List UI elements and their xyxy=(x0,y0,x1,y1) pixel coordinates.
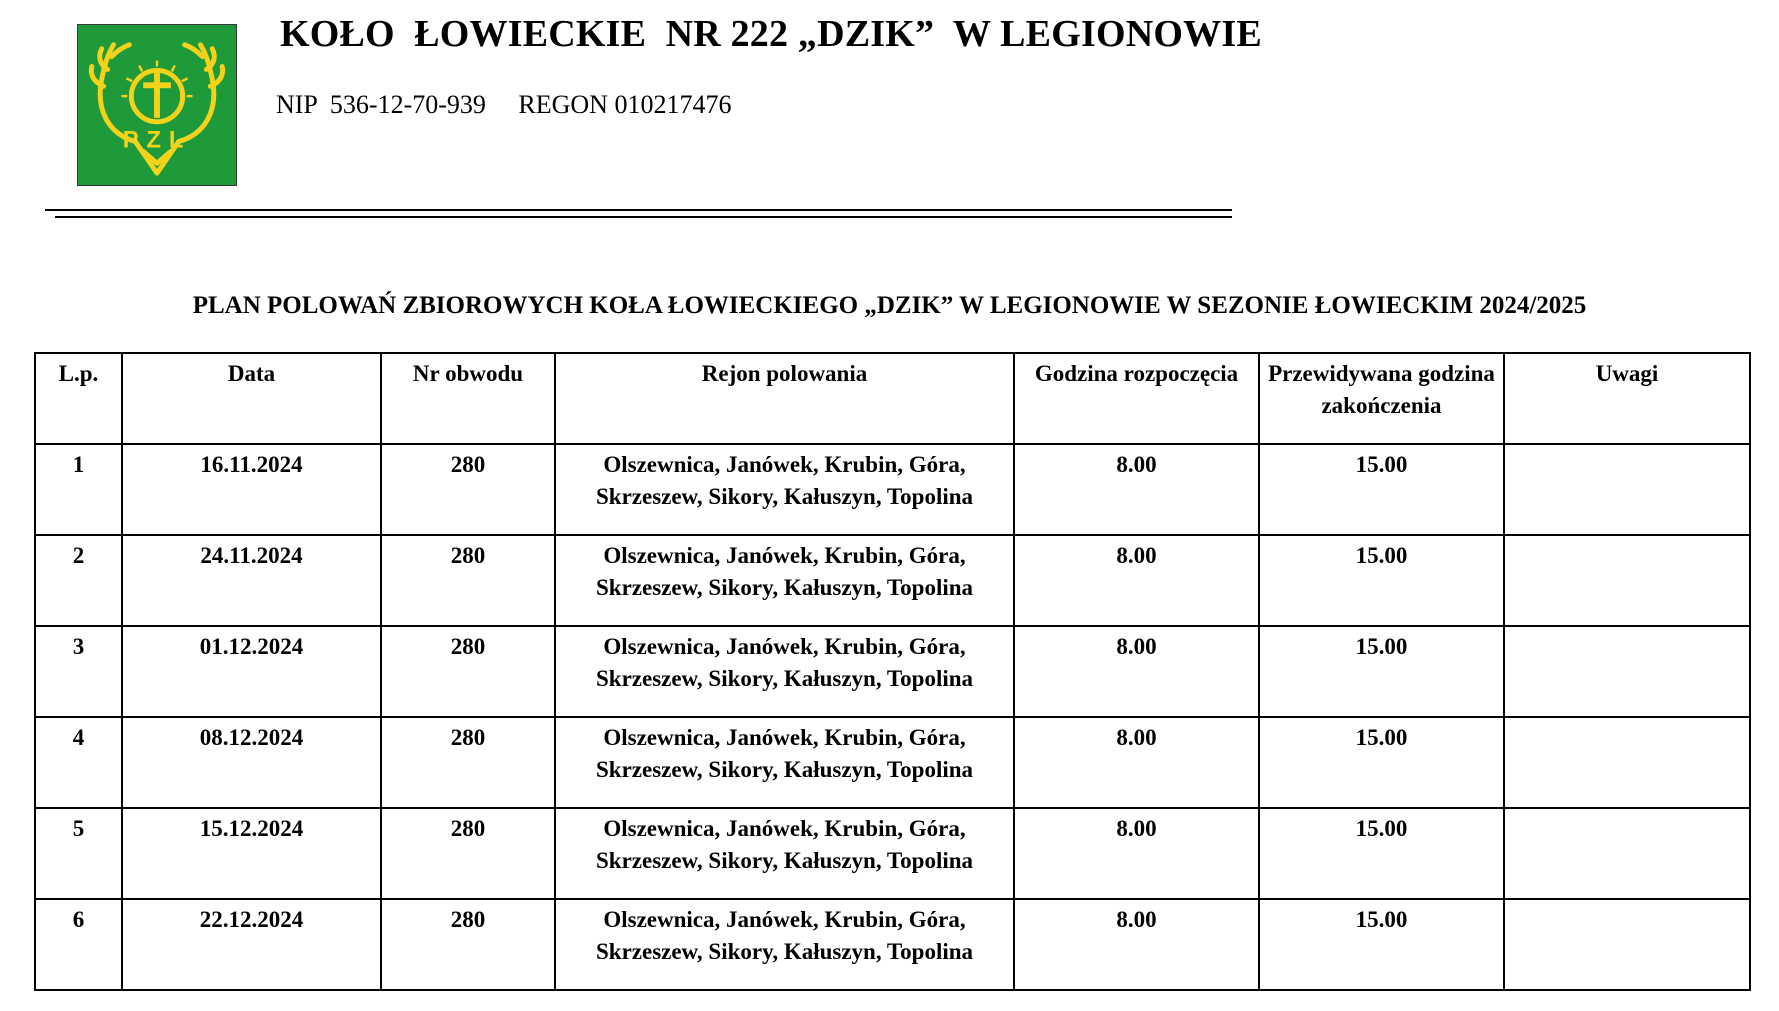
table-row xyxy=(35,899,1750,990)
cell-end: 15.00 xyxy=(1259,899,1504,990)
cell-nr-obwodu: 280 xyxy=(381,899,555,990)
cell-rejon: Olszewnica, Janówek, Krubin, Góra, Skrzeszew, Sikory, Kałuszyn, Topolina xyxy=(555,535,1014,626)
table-header-row xyxy=(35,353,1750,444)
divider-line xyxy=(55,216,1232,218)
header-uwagi: Uwagi xyxy=(1504,353,1750,444)
divider-line xyxy=(45,209,1232,211)
header-lp: L.p. xyxy=(35,353,122,444)
cell-lp: 2 xyxy=(35,535,122,626)
cell-lp: 4 xyxy=(35,717,122,808)
cell-rejon: Olszewnica, Janówek, Krubin, Góra, Skrzeszew, Sikory, Kałuszyn, Topolina xyxy=(555,626,1014,717)
cell-uwagi xyxy=(1504,626,1750,717)
cell-data: 22.12.2024 xyxy=(122,899,381,990)
cell-data: 01.12.2024 xyxy=(122,626,381,717)
cell-end: 15.00 xyxy=(1259,535,1504,626)
plan-title: PLAN POLOWAŃ ZBIOROWYCH KOŁA ŁOWIECKIEGO „DZIK” W LEGIONOWIE W SEZONIE ŁOWIECKIM 2024/2025 xyxy=(192,292,1587,319)
cell-uwagi xyxy=(1504,899,1750,990)
cell-start: 8.00 xyxy=(1014,717,1259,808)
cell-start: 8.00 xyxy=(1014,444,1259,535)
cell-rejon: Olszewnica, Janówek, Krubin, Góra, Skrzeszew, Sikory, Kałuszyn, Topolina xyxy=(555,717,1014,808)
header-rejon: Rejon polowania xyxy=(555,353,1014,444)
cell-rejon: Olszewnica, Janówek, Krubin, Góra, Skrzeszew, Sikory, Kałuszyn, Topolina xyxy=(555,444,1014,535)
cell-data: 24.11.2024 xyxy=(122,535,381,626)
table-row xyxy=(35,717,1750,808)
header-end: Przewidywana godzina zakończenia xyxy=(1259,353,1504,444)
table-row xyxy=(35,444,1750,535)
cell-lp: 5 xyxy=(35,808,122,899)
cell-lp: 6 xyxy=(35,899,122,990)
hunt-schedule-table xyxy=(34,352,1751,991)
cell-start: 8.00 xyxy=(1014,626,1259,717)
header-data: Data xyxy=(122,353,381,444)
table-row xyxy=(35,626,1750,717)
cell-uwagi xyxy=(1504,535,1750,626)
cell-rejon: Olszewnica, Janówek, Krubin, Góra, Skrzeszew, Sikory, Kałuszyn, Topolina xyxy=(555,899,1014,990)
header-nr-obwodu: Nr obwodu xyxy=(381,353,555,444)
table-row xyxy=(35,535,1750,626)
cell-nr-obwodu: 280 xyxy=(381,535,555,626)
header-start: Godzina rozpoczęcia xyxy=(1014,353,1259,444)
organization-title: KOŁO ŁOWIECKIE NR 222 „DZIK” W LEGIONOWIE xyxy=(280,13,1262,55)
cell-nr-obwodu: 280 xyxy=(381,626,555,717)
cell-start: 8.00 xyxy=(1014,808,1259,899)
cell-nr-obwodu: 280 xyxy=(381,717,555,808)
cell-start: 8.00 xyxy=(1014,899,1259,990)
table-row xyxy=(35,808,1750,899)
cell-data: 15.12.2024 xyxy=(122,808,381,899)
cell-rejon: Olszewnica, Janówek, Krubin, Góra, Skrzeszew, Sikory, Kałuszyn, Topolina xyxy=(555,808,1014,899)
cell-start: 8.00 xyxy=(1014,535,1259,626)
cell-nr-obwodu: 280 xyxy=(381,444,555,535)
cell-end: 15.00 xyxy=(1259,717,1504,808)
cell-data: 08.12.2024 xyxy=(122,717,381,808)
pzl-logo xyxy=(77,24,237,186)
cell-data: 16.11.2024 xyxy=(122,444,381,535)
cell-uwagi xyxy=(1504,444,1750,535)
cell-lp: 1 xyxy=(35,444,122,535)
cell-end: 15.00 xyxy=(1259,808,1504,899)
logo-text: PZL xyxy=(122,127,192,154)
cell-uwagi xyxy=(1504,717,1750,808)
cell-lp: 3 xyxy=(35,626,122,717)
organization-ids: NIP 536-12-70-939 REGON 010217476 xyxy=(276,90,732,119)
cell-end: 15.00 xyxy=(1259,626,1504,717)
cell-nr-obwodu: 280 xyxy=(381,808,555,899)
cell-end: 15.00 xyxy=(1259,444,1504,535)
pzl-emblem-icon xyxy=(78,25,236,185)
cell-uwagi xyxy=(1504,808,1750,899)
